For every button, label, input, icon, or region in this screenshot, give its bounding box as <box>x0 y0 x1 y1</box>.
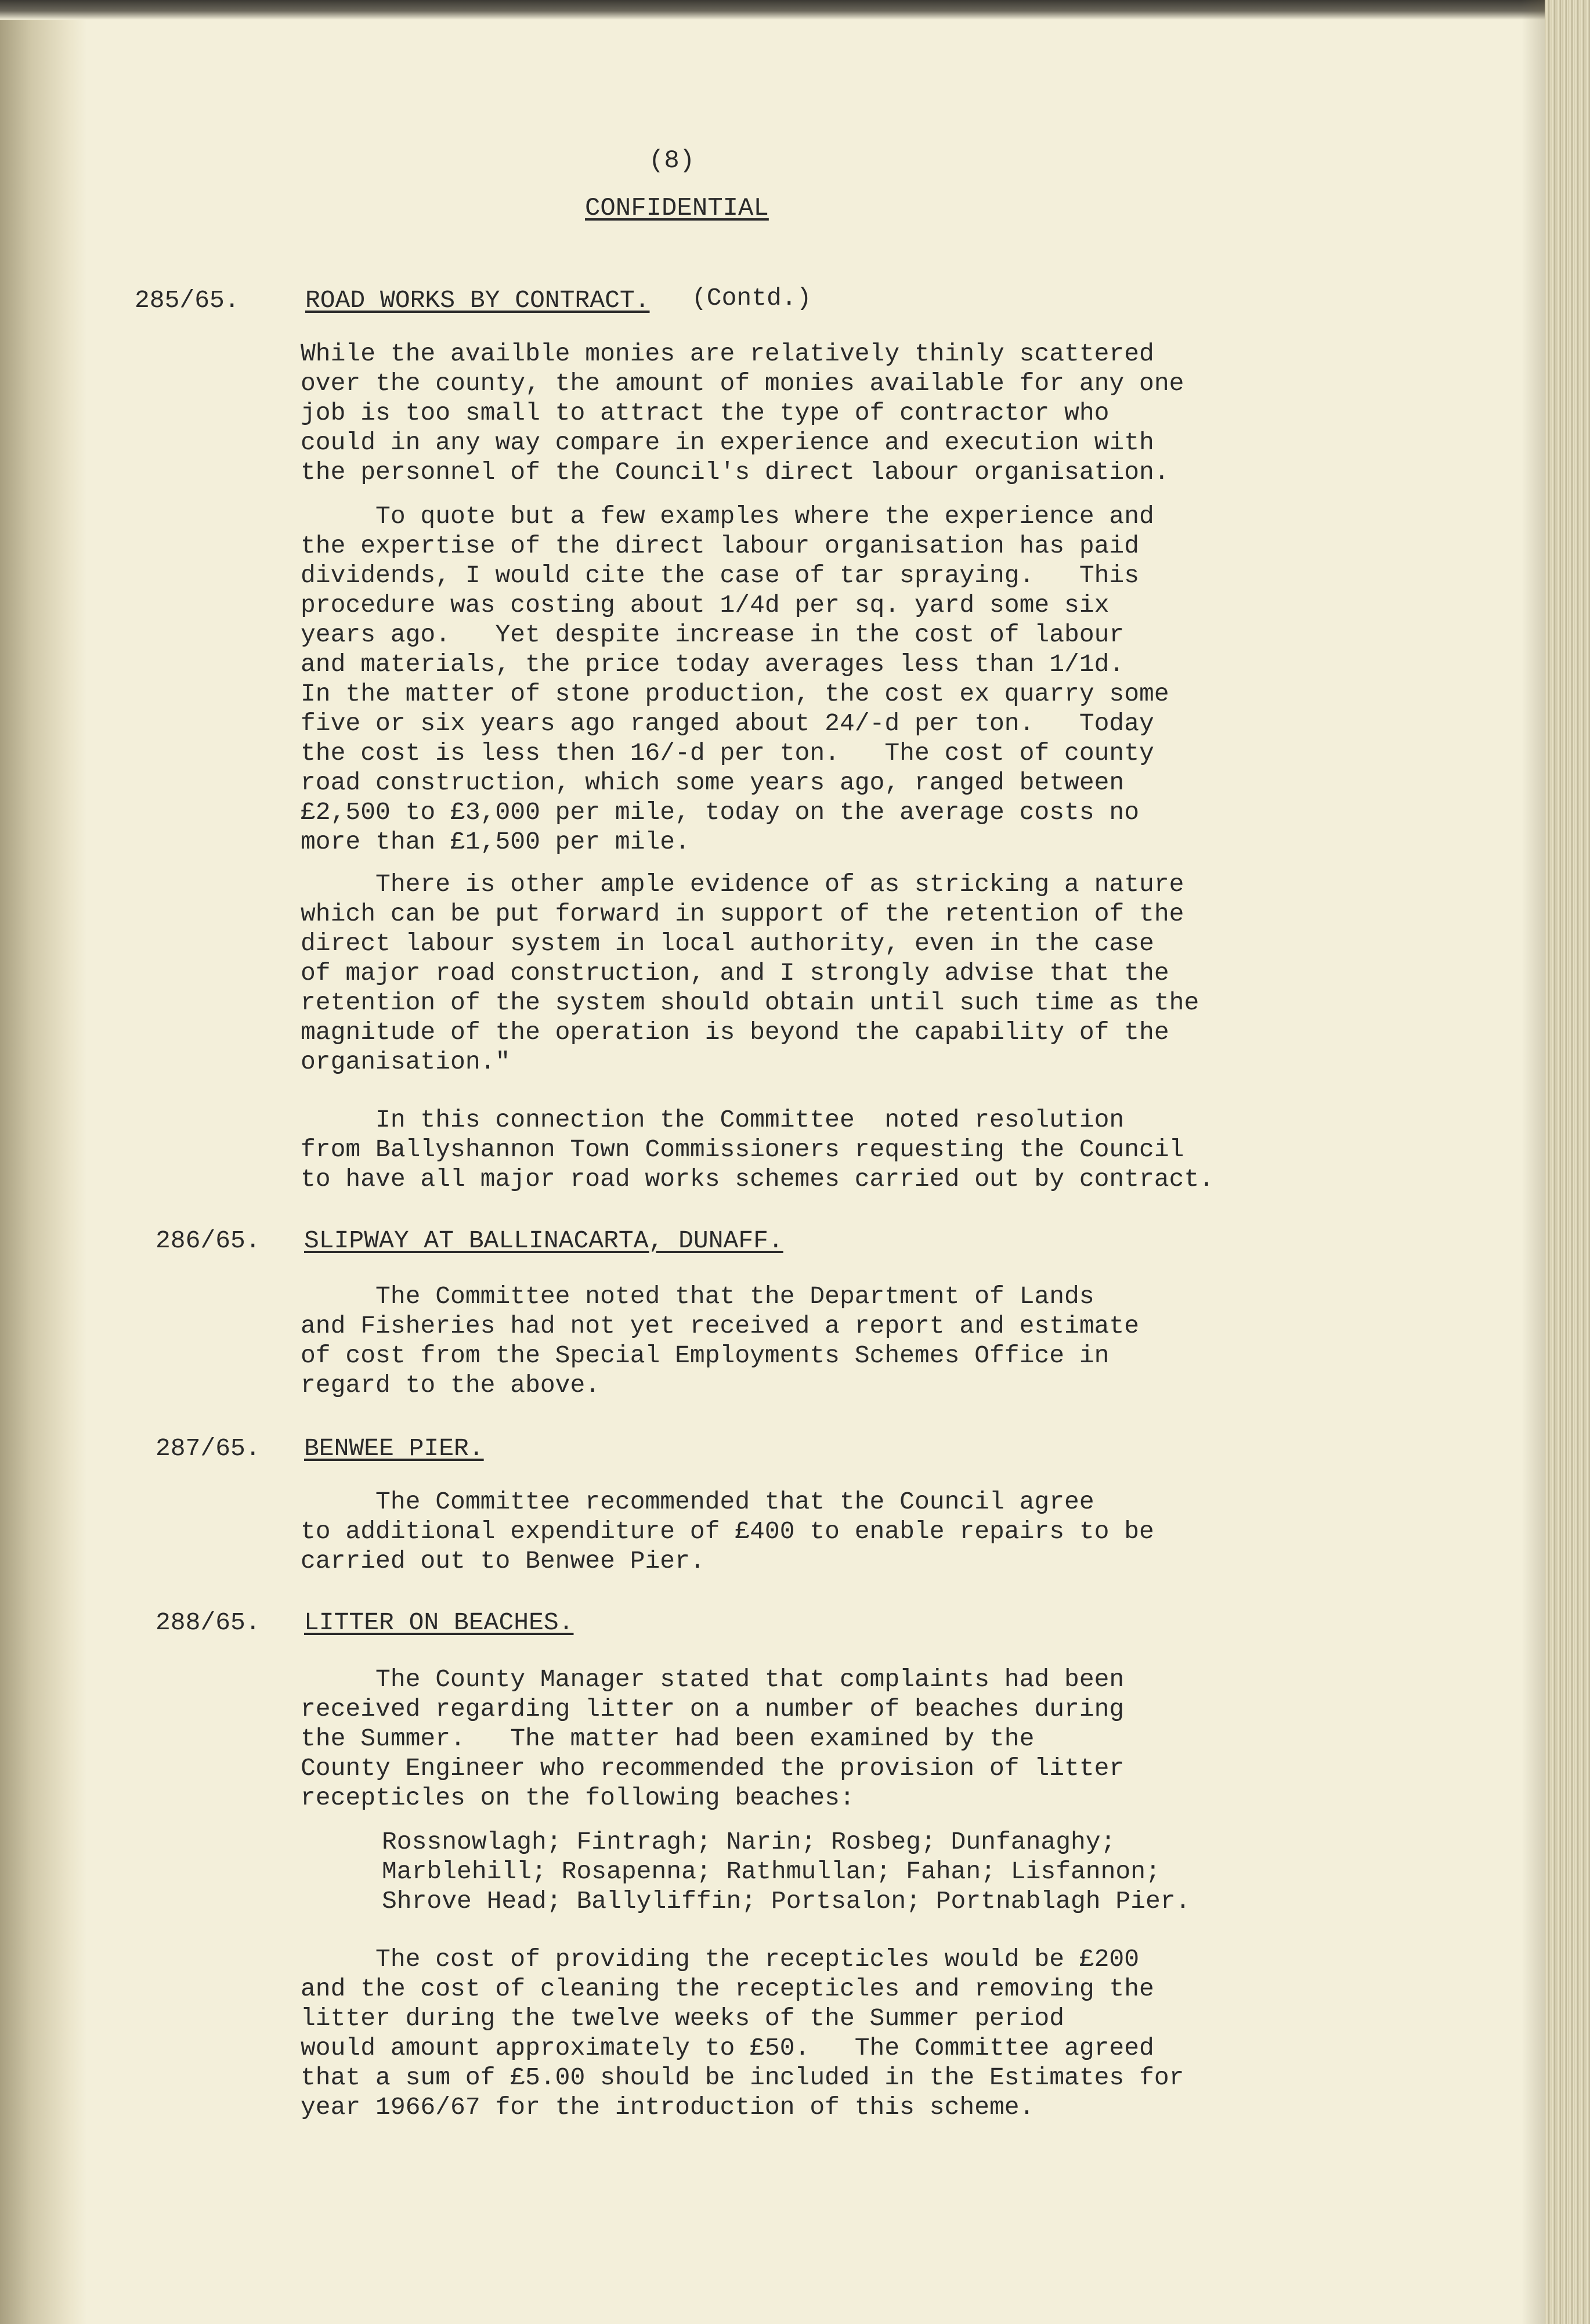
minute-number: 285/65. <box>135 286 240 315</box>
minute-number: 287/65. <box>156 1434 261 1463</box>
paragraph: The cost of providing the recepticles would be £200 and the cost of cleaning the recepticles and removing the litter during the twelve weeks of the Summer period would amount approximately to £50. The Committee agreed that a sum of £5.00 should be included in the Estimates for year 1966/67 for the introduction of this scheme. <box>301 1945 1184 2121</box>
section-heading: ROAD WORKS BY CONTRACT. <box>305 286 650 315</box>
minute-number: 286/65. <box>156 1226 261 1255</box>
stacked-page-edges <box>1545 0 1590 2324</box>
minute-number: 288/65. <box>156 1608 261 1637</box>
section-heading: LITTER ON BEACHES. <box>304 1608 574 1637</box>
paragraph: There is other ample evidence of as stricking a nature which can be put forward in support of the retention of the direct labour system in local authority, even in the case of major road construction, and I strongly advise that the retention of the system should obtain until such time as the magnitude of the operation is beyond the capability of the organisation." <box>301 870 1199 1076</box>
beach-list: Rossnowlagh; Fintragh; Narin; Rosbeg; Dunfanaghy; Marblehill; Rosapenna; Rathmullan; Fahan; Lisfannon; Shrove Head; Ballyliffin; Portsalon; Portnablagh Pier. <box>382 1828 1191 1915</box>
section-heading: BENWEE PIER. <box>304 1434 484 1463</box>
paragraph: To quote but a few examples where the experience and the expertise of the direct labour organisation has paid dividends, I would cite the case of tar spraying. This procedure was costing about 1/4d per sq. yard some six years ago. Yet despite increase in the cost of labour and materials, the price today averages less than 1/1d. In the matter of stone production, the cost ex quarry some five or six years ago ranged about 24/-d per ton. Today the cost is less then 16/-d per ton. The cost of county road construction, which some years ago, ranged between £2,500 to £3,000 per mile, today on the average costs no more than £1,500 per mile. <box>301 502 1169 856</box>
paragraph: The County Manager stated that complaints had been received regarding litter on a number of beaches during the Summer. The matter had been examined by the County Engineer who recommended the provision of litter recepticles on the following beaches: <box>301 1665 1125 1812</box>
page-number: (8) <box>649 146 695 175</box>
heading-continued-note: (Contd.) <box>692 284 812 312</box>
book-binding-shadow <box>0 0 87 2324</box>
page-edge-shadow <box>1522 0 1545 2324</box>
section-heading: SLIPWAY AT BALLINACARTA, DUNAFF. <box>304 1226 783 1255</box>
paragraph: In this connection the Committee noted resolution from Ballyshannon Town Commissioners requesting the Council to have all major road works schemes carried out by contract. <box>301 1106 1215 1193</box>
page-top-edge <box>0 0 1590 20</box>
paragraph: The Committee recommended that the Council agree to additional expenditure of £400 to enable repairs to be carried out to Benwee Pier. <box>301 1488 1154 1575</box>
paragraph: While the availble monies are relatively thinly scattered over the county, the amount of monies available for any one job is too small to attract the type of contractor who could in any way compare in experience and execution with the personnel of the Council's direct labour organisation. <box>301 340 1184 486</box>
confidential-label: CONFIDENTIAL <box>585 194 769 223</box>
paragraph: The Committee noted that the Department of Lands and Fisheries had not yet received a report and estimate of cost from the Special Employments Schemes Office in regard to the above. <box>301 1282 1140 1399</box>
